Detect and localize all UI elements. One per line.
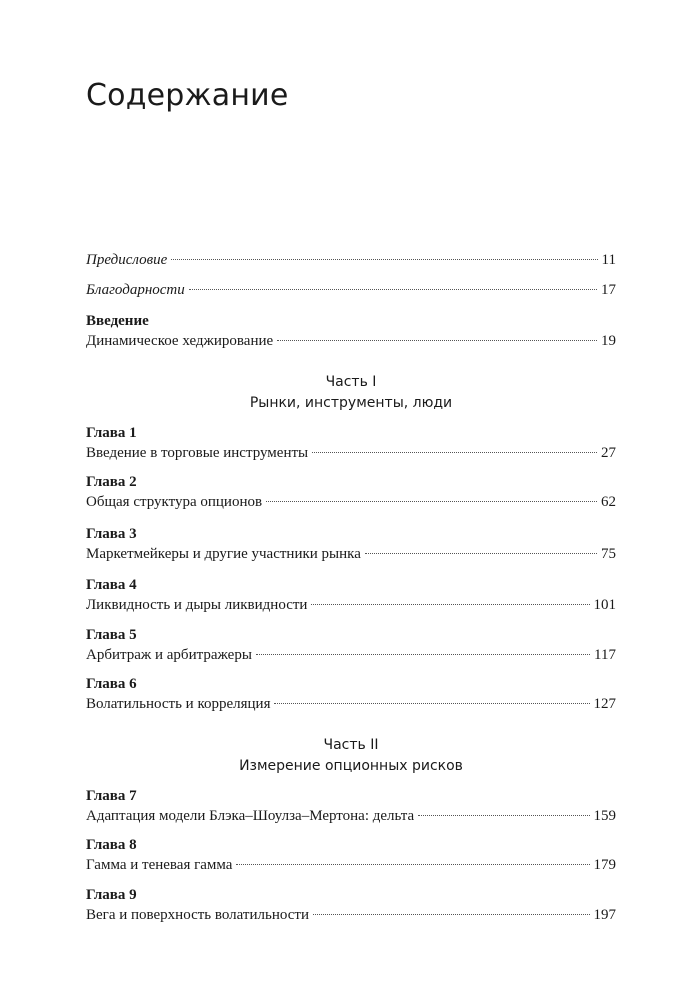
dot-leader [365,553,597,554]
page-number: 127 [593,696,616,712]
dot-leader [418,815,589,816]
dot-leader [277,340,597,341]
dot-leader [312,452,597,453]
entry-title: Ликвидность и дыры ликвидности [86,597,308,613]
page-number: 197 [593,907,616,923]
dot-leader [171,259,597,260]
toc-entry-chapter-5[interactable] [86,625,616,665]
entry-title: Адаптация модели Блэка–Шоулза–Мертона: дельта [86,808,415,824]
entry-heading: Глава 3 [86,526,137,542]
entry-title: Маркетмейкеры и другие участники рынка [86,546,361,562]
toc-entry-chapter-2[interactable] [86,472,616,512]
toc-entry-chapter-9[interactable] [86,885,616,925]
dot-leader [266,501,597,502]
entry-title: Динамическое хеджирование [86,333,274,349]
entry-title: Общая структура опционов [86,494,263,510]
part-title: Рынки, инструменты, люди [249,395,453,411]
toc-entry-preface[interactable] [86,250,616,270]
entry-title: Вега и поверхность волатильности [86,907,309,923]
entry-heading: Глава 4 [86,577,137,593]
toc-entry-chapter-7[interactable] [86,786,616,826]
part-heading-2 [86,735,616,777]
page-number: 101 [593,597,616,613]
dot-leader [313,914,590,915]
entry-heading: Глава 9 [86,887,137,903]
dot-leader [236,864,589,865]
dot-leader [256,654,590,655]
page-number: 19 [601,333,616,349]
page-number: 179 [593,857,616,873]
page-number: 75 [601,546,616,562]
dot-leader [274,703,589,704]
part-label: Часть II [323,737,379,753]
page-title: Содержание [86,78,289,113]
entry-heading: Глава 7 [86,788,137,804]
entry-title: Введение в торговые инструменты [86,445,309,461]
page-number: 159 [593,808,616,824]
page-number: 117 [594,647,616,663]
toc-entry-chapter-6[interactable] [86,674,616,714]
entry-heading: Глава 1 [86,425,137,441]
entry-title: Благодарности [86,282,185,298]
page-number: 27 [601,445,616,461]
page-number: 11 [601,252,616,268]
toc-entry-chapter-8[interactable] [86,835,616,875]
toc-entry-introduction[interactable] [86,311,616,351]
entry-title: Арбитраж и арбитражеры [86,647,252,663]
entry-heading: Глава 2 [86,474,137,490]
entry-heading: Глава 6 [86,676,137,692]
toc-entry-chapter-1[interactable] [86,423,616,463]
entry-heading: Глава 8 [86,837,137,853]
dot-leader [311,604,589,605]
entry-heading: Введение [86,313,149,329]
entry-title: Гамма и теневая гамма [86,857,233,873]
part-title: Измерение опционных рисков [239,758,463,774]
part-label: Часть I [325,374,377,390]
toc-entry-chapter-4[interactable] [86,575,616,615]
toc-entry-acknowledgements[interactable] [86,280,616,300]
part-heading-1 [86,372,616,414]
dot-leader [189,289,597,290]
entry-title: Предисловие [86,252,168,268]
entry-heading: Глава 5 [86,627,137,643]
toc-entry-chapter-3[interactable] [86,524,616,564]
entry-title: Волатильность и корреляция [86,696,271,712]
page-number: 17 [601,282,616,298]
page-number: 62 [601,494,616,510]
